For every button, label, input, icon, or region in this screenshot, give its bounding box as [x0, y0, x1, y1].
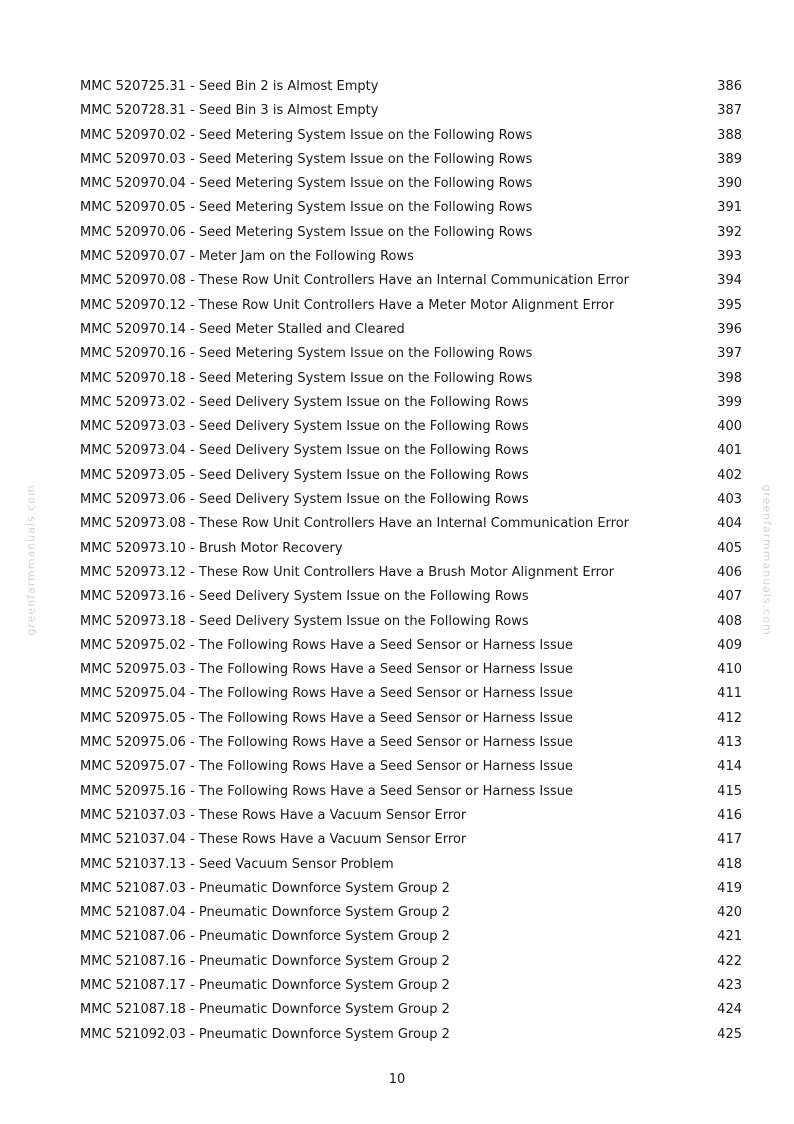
toc-entry[interactable]	[80, 75, 742, 99]
toc-entry-page: 389	[717, 151, 742, 167]
toc-entry-page: 416	[717, 807, 742, 823]
toc-entry[interactable]	[80, 804, 742, 828]
toc-entry-title: MMC 521087.17 - Pneumatic Downforce System Group 2	[80, 977, 450, 993]
toc-entry-page: 408	[717, 613, 742, 629]
toc-entry-title: MMC 520973.05 - Seed Delivery System Issue on the Following Rows	[80, 467, 529, 483]
toc-entry-page: 415	[717, 783, 742, 799]
toc-entry-page: 404	[717, 516, 742, 532]
toc-entry[interactable]	[80, 974, 742, 998]
toc-entry-page: 414	[717, 759, 742, 775]
toc-entry-title: MMC 521037.04 - These Rows Have a Vacuum Sensor Error	[80, 832, 467, 848]
toc-entry-page: 395	[717, 297, 742, 313]
toc-entry-title: MMC 520725.31 - Seed Bin 2 is Almost Empty	[80, 79, 379, 94]
toc-entry[interactable]	[80, 488, 742, 512]
toc-entry[interactable]	[80, 124, 742, 148]
toc-entry-page: 393	[717, 249, 742, 265]
watermark-right: greenfarmmanuals.com	[760, 484, 774, 636]
toc-entry-page: 386	[717, 79, 742, 94]
toc-entry-title: MMC 520975.03 - The Following Rows Have a Seed Sensor or Harness Issue	[80, 662, 573, 678]
toc-entry-title: MMC 520973.04 - Seed Delivery System Issue on the Following Rows	[80, 443, 529, 459]
toc-entry-page: 405	[717, 540, 742, 556]
toc-entry-page: 421	[717, 929, 742, 945]
toc-entry-title: MMC 520970.02 - Seed Metering System Issue on the Following Rows	[80, 127, 533, 143]
toc-entry[interactable]	[80, 367, 742, 391]
toc-entry-title: MMC 521037.13 - Seed Vacuum Sensor Problem	[80, 856, 394, 872]
toc-entry[interactable]	[80, 172, 742, 196]
toc-entry-title: MMC 520970.03 - Seed Metering System Issue on the Following Rows	[80, 151, 533, 167]
toc-entry-page: 388	[717, 127, 742, 143]
toc-entry-title: MMC 520975.05 - The Following Rows Have a Seed Sensor or Harness Issue	[80, 710, 573, 726]
toc-entry-title: MMC 520975.02 - The Following Rows Have a Seed Sensor or Harness Issue	[80, 637, 573, 653]
toc-entry-page: 418	[717, 856, 742, 872]
toc-entry-title: MMC 521087.06 - Pneumatic Downforce System Group 2	[80, 929, 450, 945]
toc-entry[interactable]	[80, 780, 742, 804]
toc-entry-page: 424	[717, 1002, 742, 1018]
toc-entry-title: MMC 520970.06 - Seed Metering System Issue on the Following Rows	[80, 224, 533, 240]
toc-entry[interactable]	[80, 537, 742, 561]
toc-entry[interactable]	[80, 391, 742, 415]
toc-entry-page: 419	[717, 880, 742, 896]
toc-entry[interactable]	[80, 415, 742, 439]
toc-entry-title: MMC 520973.12 - These Row Unit Controllers Have a Brush Motor Alignment Error	[80, 564, 615, 580]
table-of-contents	[80, 75, 742, 1047]
toc-entry[interactable]	[80, 342, 742, 366]
toc-entry-page: 420	[717, 905, 742, 921]
toc-entry-page: 412	[717, 710, 742, 726]
toc-entry-page: 417	[717, 832, 742, 848]
toc-entry-title: MMC 521087.03 - Pneumatic Downforce System Group 2	[80, 880, 450, 896]
toc-entry-page: 425	[717, 1026, 742, 1042]
toc-entry[interactable]	[80, 561, 742, 585]
toc-entry-title: MMC 520975.06 - The Following Rows Have a Seed Sensor or Harness Issue	[80, 735, 573, 751]
toc-entry[interactable]	[80, 99, 742, 123]
toc-entry-title: MMC 520970.04 - Seed Metering System Issue on the Following Rows	[80, 176, 533, 192]
toc-entry-title: MMC 520970.08 - These Row Unit Controllers Have an Internal Communication Error	[80, 273, 630, 289]
toc-entry-page: 411	[717, 686, 742, 702]
toc-entry-page: 422	[717, 953, 742, 969]
toc-entry-title: MMC 520970.05 - Seed Metering System Issue on the Following Rows	[80, 200, 533, 216]
toc-entry[interactable]	[80, 610, 742, 634]
toc-entry-title: MMC 520975.16 - The Following Rows Have a Seed Sensor or Harness Issue	[80, 783, 573, 799]
toc-entry-page: 399	[717, 394, 742, 410]
toc-entry-title: MMC 520970.14 - Seed Meter Stalled and Cleared	[80, 321, 405, 337]
toc-entry[interactable]	[80, 877, 742, 901]
toc-entry[interactable]	[80, 682, 742, 706]
toc-entry-page: 423	[717, 977, 742, 993]
toc-entry-title: MMC 520973.10 - Brush Motor Recovery	[80, 540, 343, 556]
toc-entry-title: MMC 520970.18 - Seed Metering System Issue on the Following Rows	[80, 370, 533, 386]
toc-entry-page: 392	[717, 224, 742, 240]
toc-entry[interactable]	[80, 901, 742, 925]
toc-entry[interactable]	[80, 148, 742, 172]
toc-entry-page: 402	[717, 467, 742, 483]
watermark-left: greenfarmmanuals.com	[24, 484, 38, 636]
toc-entry[interactable]	[80, 245, 742, 269]
page-number: 10	[388, 1072, 406, 1087]
toc-entry[interactable]	[80, 658, 742, 682]
toc-entry[interactable]	[80, 998, 742, 1022]
toc-entry[interactable]	[80, 221, 742, 245]
toc-entry-page: 397	[717, 346, 742, 362]
toc-entry[interactable]	[80, 731, 742, 755]
toc-entry[interactable]	[80, 196, 742, 220]
toc-entry-title: MMC 520973.02 - Seed Delivery System Issue on the Following Rows	[80, 394, 529, 410]
toc-entry-page: 413	[717, 735, 742, 751]
toc-entry[interactable]	[80, 950, 742, 974]
toc-entry[interactable]	[80, 512, 742, 536]
toc-entry-page: 398	[717, 370, 742, 386]
toc-entry-title: MMC 520728.31 - Seed Bin 3 is Almost Empty	[80, 103, 379, 119]
toc-entry-title: MMC 520973.06 - Seed Delivery System Issue on the Following Rows	[80, 492, 529, 508]
toc-entry-title: MMC 521087.04 - Pneumatic Downforce System Group 2	[80, 905, 450, 921]
toc-entry[interactable]	[80, 707, 742, 731]
toc-entry-page: 410	[717, 662, 742, 678]
toc-entry[interactable]	[80, 828, 742, 852]
toc-entry-title: MMC 521087.16 - Pneumatic Downforce System Group 2	[80, 953, 450, 969]
toc-entry-title: MMC 520975.04 - The Following Rows Have a Seed Sensor or Harness Issue	[80, 686, 573, 702]
toc-entry-title: MMC 520973.08 - These Row Unit Controllers Have an Internal Communication Error	[80, 516, 630, 532]
toc-entry[interactable]	[80, 318, 742, 342]
toc-entry-title: MMC 520970.07 - Meter Jam on the Following Rows	[80, 249, 414, 265]
toc-entry[interactable]	[80, 294, 742, 318]
toc-entry-title: MMC 520970.16 - Seed Metering System Issue on the Following Rows	[80, 346, 533, 362]
toc-entry[interactable]	[80, 925, 742, 949]
toc-entry[interactable]	[80, 755, 742, 779]
toc-entry-title: MMC 520975.07 - The Following Rows Have a Seed Sensor or Harness Issue	[80, 759, 573, 775]
toc-entry[interactable]	[80, 1023, 742, 1047]
toc-entry-title: MMC 520973.16 - Seed Delivery System Issue on the Following Rows	[80, 589, 529, 605]
toc-entry[interactable]	[80, 439, 742, 463]
toc-entry-page: 406	[717, 564, 742, 580]
toc-entry-title: MMC 521087.18 - Pneumatic Downforce System Group 2	[80, 1002, 450, 1018]
toc-entry[interactable]	[80, 585, 742, 609]
toc-entry-page: 403	[717, 492, 742, 508]
toc-entry-title: MMC 520973.03 - Seed Delivery System Issue on the Following Rows	[80, 419, 529, 435]
toc-entry-page: 391	[717, 200, 742, 216]
toc-entry-title: MMC 520973.18 - Seed Delivery System Issue on the Following Rows	[80, 613, 529, 629]
toc-entry-page: 401	[717, 443, 742, 459]
toc-entry-page: 394	[717, 273, 742, 289]
toc-entry[interactable]	[80, 464, 742, 488]
toc-entry-page: 407	[717, 589, 742, 605]
toc-entry-page: 400	[717, 419, 742, 435]
toc-entry-page: 396	[717, 321, 742, 337]
toc-entry[interactable]	[80, 853, 742, 877]
toc-entry-title: MMC 520970.12 - These Row Unit Controllers Have a Meter Motor Alignment Error	[80, 297, 615, 313]
toc-entry-title: MMC 521037.03 - These Rows Have a Vacuum Sensor Error	[80, 807, 467, 823]
toc-entry-title: MMC 521092.03 - Pneumatic Downforce System Group 2	[80, 1026, 450, 1042]
toc-entry[interactable]	[80, 634, 742, 658]
toc-entry-page: 409	[717, 637, 742, 653]
toc-entry[interactable]	[80, 269, 742, 293]
toc-entry-page: 387	[717, 103, 742, 119]
toc-entry-page: 390	[717, 176, 742, 192]
